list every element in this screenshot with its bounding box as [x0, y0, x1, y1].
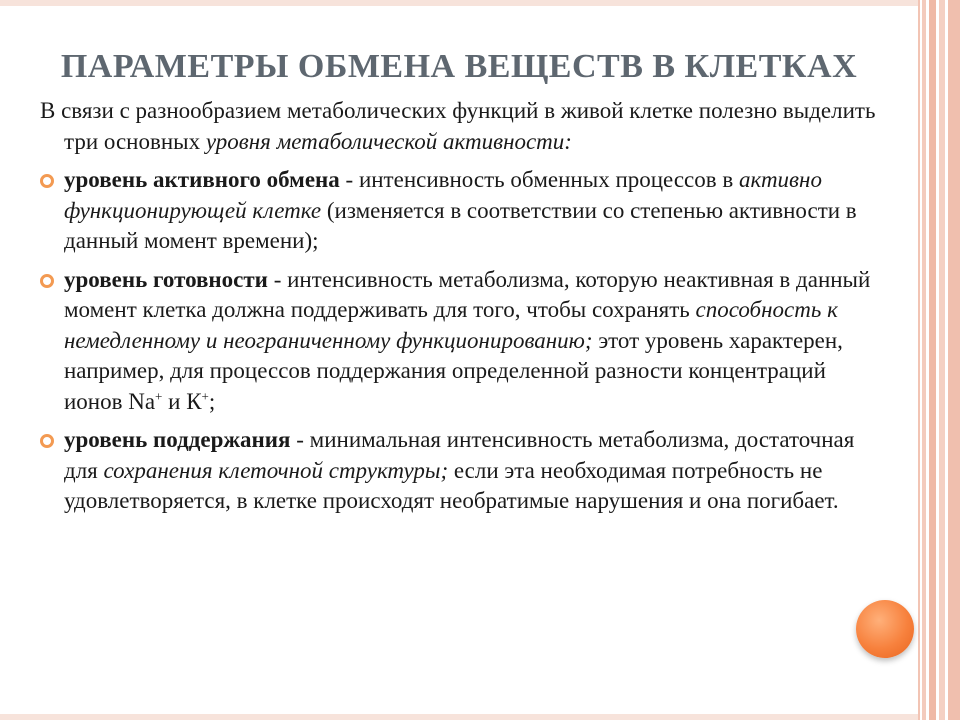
list-item-readiness: [40, 265, 882, 418]
intro-italic: уровня метаболической активности:: [205, 128, 572, 154]
item-text: - интенсивность обменных процессов в: [339, 167, 739, 192]
item-italic: способность к немедленному и неограниченному функционированию;: [64, 297, 838, 353]
decor-stripe-5: [948, 0, 960, 720]
orange-circle-decoration: [856, 600, 914, 658]
bottom-frame-border: [0, 714, 918, 720]
intro-paragraph: [40, 96, 882, 157]
list-item-active-metabolism: [40, 165, 882, 257]
item-term: уровень готовности: [64, 266, 268, 292]
item-text: ;: [208, 388, 216, 414]
ring-bullet-icon: [40, 174, 54, 188]
item-text: этот уровень характерен, например, для процессов поддержания определенной разности концентраций ионов Na: [64, 327, 843, 414]
item-term: уровень поддержания: [64, 427, 291, 452]
item-italic: сохранения клеточной структуры;: [103, 457, 449, 483]
top-frame-border: [0, 0, 918, 6]
item-text: и К: [162, 388, 202, 414]
ring-bullet-icon: [40, 274, 54, 288]
list-item-maintenance: [40, 425, 882, 517]
decor-stripe-2: [922, 0, 926, 720]
item-italic: активно функционирующей клетке: [64, 167, 822, 223]
slide-content: [40, 96, 882, 525]
slide-title: ПАРАМЕТРЫ ОБМЕНА ВЕЩЕСТВ В КЛЕТКАХ: [60, 48, 858, 85]
ring-bullet-icon: [40, 434, 54, 448]
item-term: уровень активного обмена: [64, 167, 340, 192]
item-text: (изменяется в соответствии со степенью активности в данный момент времени);: [64, 197, 857, 253]
item-text: - минимальная интенсивность метаболизма, достаточная для: [64, 427, 855, 483]
decor-stripe-3: [929, 0, 936, 720]
item-text: если эта необходимая потребность не удовлетворяется, в клетке происходят необратимые нарушения и она погибает.: [64, 457, 839, 513]
decor-stripe-1: [918, 0, 920, 720]
item-text: - интенсивность метаболизма, которую неактивная в данный момент клетка должна поддерживать для того, чтобы сохранять: [64, 266, 871, 322]
decor-stripe-4: [939, 0, 945, 720]
superscript-plus: +: [155, 387, 163, 403]
intro-text: В связи с разнообразием метаболических функций в живой клетке полезно выделить три основных: [40, 98, 876, 154]
superscript-plus: +: [201, 387, 209, 403]
